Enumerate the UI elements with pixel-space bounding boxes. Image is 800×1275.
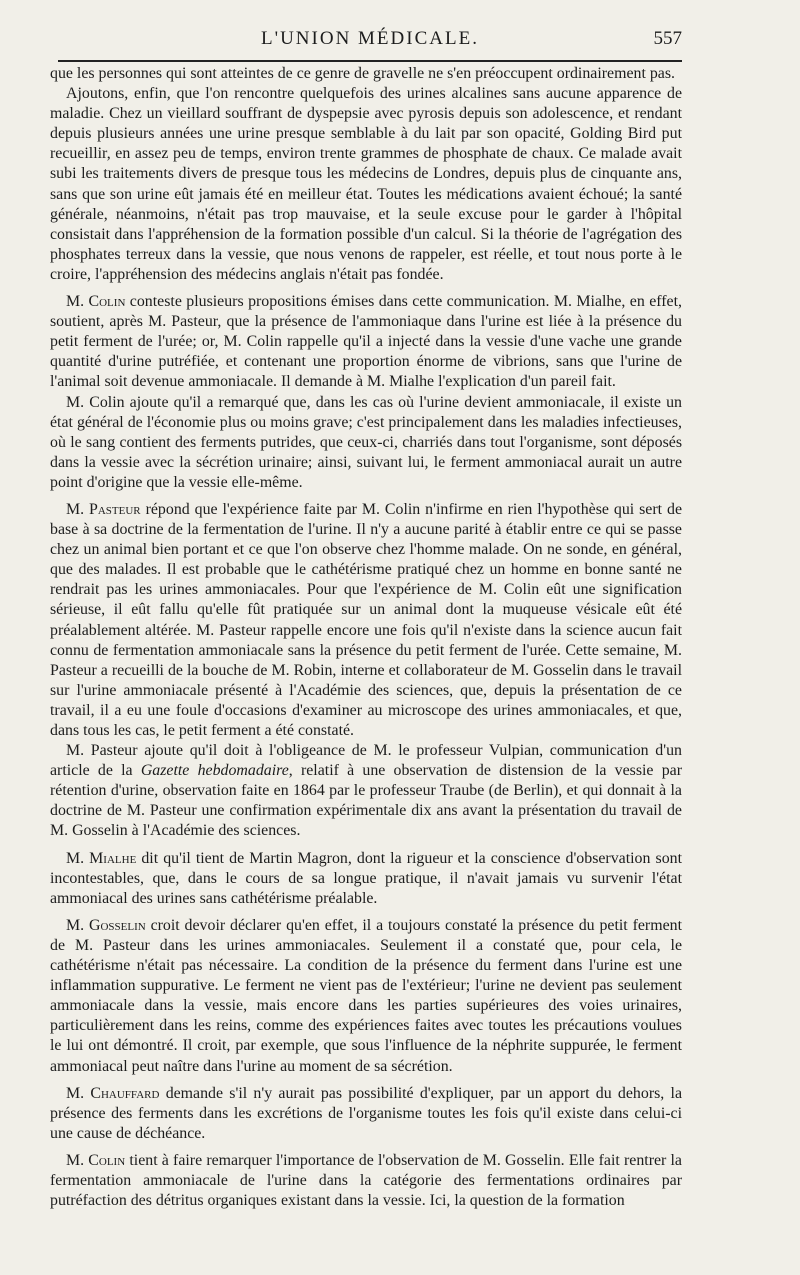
paragraph — [50, 849, 682, 909]
paragraph-continuation — [50, 64, 682, 84]
speaker-name: M. Mialhe — [66, 849, 137, 867]
paragraph — [50, 500, 682, 741]
paragraph — [50, 84, 682, 285]
paragraph-text: Ajoutons, enfin, que l'on rencontre quelquefois des urines alcalines sans aucune apparence de maladie. Chez un vieillard souffrant de dyspepsie avec pyrosis depuis son adolescence, et rendant depuis plusieurs années une urine presque semblable à du lait par son opacité, Golding Bird put recueillir, en assez peu de temps, environ trente grammes de phosphate de chaux. Ce malade avait subi les traitements divers de presque tous les médecins de Londres, depuis plus de cinquante ans, sans que son urine eût jamais été en meilleur état. Toutes les médications avaient échoué; la santé générale, néanmoins, n'était pas trop mauvaise, et la seule excuse pour le garder à l'hôpital consistait dans l'appréhension de la formation possible d'un calcul. Si la théorie de l'agrégation des phosphates terreux dans la vessie, que nous venons de rappeler, est réelle, et tout nous porte à le croire, l'appréhension des médecins anglais n'était pas fondée. — [50, 85, 682, 283]
page-header — [58, 28, 682, 58]
paragraph-text: que les personnes qui sont atteintes de ce genre de gravelle ne s'en préoccupent ordinairement pas. — [50, 65, 676, 82]
paragraph — [50, 393, 682, 493]
journal-title: Gazette hebdomadaire — [140, 762, 289, 780]
header-rule — [58, 60, 682, 62]
paragraph — [50, 1084, 682, 1144]
speaker-name: M. Pasteur — [66, 500, 141, 518]
paragraph — [50, 1151, 682, 1211]
speaker-name: M. Colin — [66, 293, 126, 311]
running-title: L'UNION MÉDICALE. — [261, 28, 479, 49]
paragraph-text: demande s'il n'y aurait pas possibilité d'expliquer, par un apport du dehors, la présence des ferments dans les excrétions de l'organisme toutes les fois qu'il existe dans celui-ci une cause de déchéance. — [50, 1084, 682, 1142]
paragraph-text: conteste plusieurs propositions émises dans cette communication. M. Mialhe, en effet, soutient, après M. Pasteur, que la présence de l'ammoniaque dans l'urine est liée à la présence du petit ferment de l'urée; or, M. Colin rappelle qu'il a injecté dans la vessie d'une vache une grande quantité d'urine putréfiée, et contenant une proportion énorme de vibrions, sans que l'urine de l'animal soit devenue ammoniacale. Il demande à M. Mialhe l'explication d'un pareil fait. — [50, 293, 682, 391]
paragraph — [50, 916, 682, 1077]
paragraph-text: , relatif à une observation de distension de la vessie par rétention d'urine, observation faite en 1864 par le professeur Traube (de Berlin), et qui donnait à la doctrine de M. Pasteur une confirmation expérimentale dix ans avant la présentation du travail de M. Gosselin à l'Académie des sciences. — [50, 762, 682, 840]
speaker-name: M. Chauffard — [66, 1084, 160, 1102]
speaker-name: M. Colin — [66, 1151, 126, 1169]
paragraph — [50, 292, 682, 392]
article-body — [50, 64, 682, 1211]
paragraph-text: M. Pasteur ajoute qu'il doit à l'obligeance de M. le professeur Vulpian, communication d'un article de la — [50, 742, 682, 780]
paragraph-text: tient à faire remarquer l'importance de l'observation de M. Gosselin. Elle fait rentrer la fermentation ammoniacale de l'urine dans la catégorie des fermentations ordinaires par putréfaction des détritus organiques existant dans la vessie. Ici, la question de la formation — [50, 1151, 682, 1210]
paragraph-text: croit devoir déclarer qu'en effet, il a toujours constaté la présence du petit ferment de M. Pasteur dans les urines ammoniacales. Seulement il a constaté que, pour cela, le cathétérisme n'était pas nécessaire. La condition de la présence du ferment dans l'urine est une inflammation suppurative. Le ferment ne vient pas de l'extérieur; l'urine ne devient pas seulement ammoniacale dans la vessie, mais encore dans les parties supérieures des voies urinaires, particulièrement dans les reins, comme des expériences faites avec toutes les précautions voulues le lui ont démontré. Il croit, par exemple, que sous l'influence de la néphrite suppurée, le ferment ammoniacal peut naître dans l'urine au moment de sa sécrétion. — [50, 916, 682, 1075]
page-number: 557 — [653, 28, 682, 49]
paragraph-text: dit qu'il tient de Martin Magron, dont la rigueur et la conscience d'observation sont incontestables, que, dans le cours de sa longue pratique, il n'avait jamais vu survenir l'état ammoniacal des urines sans cathétérisme préalable. — [50, 849, 682, 907]
speaker-name: M. Gosselin — [66, 916, 146, 934]
paragraph-text: M. Colin ajoute qu'il a remarqué que, dans les cas où l'urine devient ammoniacale, il existe un état général de l'économie plus ou moins grave; c'est principalement dans les maladies infectieuses, où le sang contient des ferments putrides, que ceux-ci, charriés dans tout l'organisme, sont déposés dans la vessie avec la sécrétion urinaire; ainsi, suivant lui, le ferment ammoniacal aurait un autre point d'origine que la vessie elle-même. — [50, 393, 682, 491]
paragraph-text: répond que l'expérience faite par M. Colin n'infirme en rien l'hypothèse qui sert de base à sa doctrine de la fermentation de l'urine. Il n'y a aucune parité à établir entre ce qui se passe chez un animal bien portant et ce que l'on observe chez l'homme malade. On ne sonde, en général, que des malades. Il est probable que le cathétérisme pratiqué chez un homme en bonne santé ne rendrait pas les urines ammoniacales. Pour que l'expérience de M. Colin eût une signification sérieuse, il eût fallu qu'elle fût pratiquée sur un animal dont la muqueuse vésicale eût été préalablement altérée. M. Pasteur rappelle encore une fois qu'il n'existe dans la science aucun fait connu de fermentation ammoniacale sans la présence du petit ferment de l'urée. Cette semaine, M. Pasteur a recueilli de la bouche de M. Robin, interne et collaborateur de M. Gosselin dans le travail sur l'urine ammoniacale présenté à l'Académie des sciences, que, depuis la présentation de ce travail, il a eu une foule d'occasions d'examiner au microscope des urines ammoniacales, et que, dans tous les cas, le petit ferment a été constaté. — [50, 500, 682, 739]
paragraph — [50, 741, 682, 841]
